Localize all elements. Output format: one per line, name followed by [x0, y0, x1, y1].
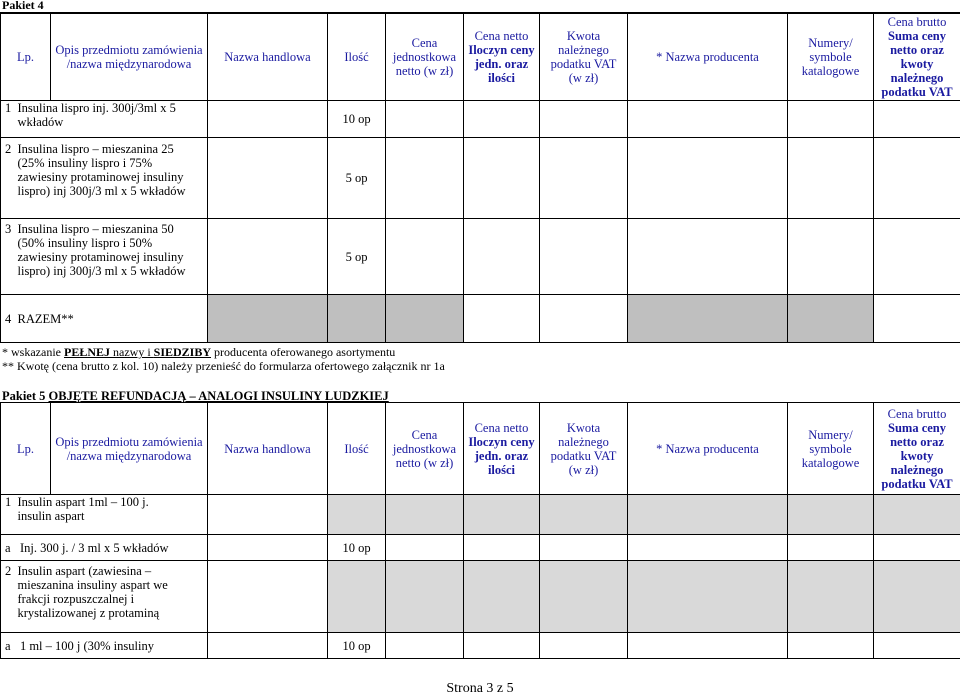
header-cena-netto-title: Cena netto: [474, 29, 529, 43]
razem-row: [1, 295, 960, 343]
table-row: [1, 138, 960, 219]
row-lp: 2: [5, 564, 12, 578]
row-lp: 1: [5, 101, 12, 115]
table-row: [1, 495, 960, 535]
header-cena-netto: [464, 403, 540, 495]
grey-cell: [788, 561, 874, 633]
row-opis: Insulina lispro – mieszanina 50 (50% insuliny lispro i 50% zawiesiny protaminowej insuliny lispro) inj 300j/3 ml x 5 wkładów: [17, 222, 186, 278]
header-producent: * Nazwa producenta: [628, 14, 788, 101]
cell-producent[interactable]: [628, 633, 788, 659]
header-ilosc: Ilość: [328, 403, 386, 495]
header-cena-netto-sub: Iloczyn ceny jedn. oraz ilości: [468, 43, 535, 85]
row-opis: Inj. 300 j. / 3 ml x 5 wkładów: [19, 540, 169, 555]
header-lp: Lp.: [1, 14, 51, 101]
page-header: [0, 0, 960, 13]
header-nazwa-handlowa: Nazwa handlowa: [208, 14, 328, 101]
cell-cena-brutto[interactable]: [874, 219, 960, 295]
header-producent: * Nazwa producenta: [628, 403, 788, 495]
page-title: Pakiet 4: [2, 0, 44, 12]
header-numery: Numery/ symbole katalogowe: [788, 14, 874, 101]
cell-ilosc: 10 op: [328, 633, 386, 659]
cell-producent[interactable]: [628, 138, 788, 219]
razem-label-cell: [1, 295, 208, 343]
cell-cena-brutto[interactable]: [874, 535, 960, 561]
header-lp: Lp.: [1, 403, 51, 495]
header-kwota-vat: Kwota należnego podatku VAT (w zł): [540, 403, 628, 495]
cell-numery[interactable]: [788, 633, 874, 659]
row-lp: a: [5, 540, 11, 555]
cell-cena-jedn[interactable]: [386, 219, 464, 295]
cell-producent[interactable]: [628, 101, 788, 138]
cell-nazwa-handlowa[interactable]: [208, 495, 328, 535]
header-cena-netto-title: Cena netto: [474, 420, 529, 435]
header-cena-brutto-title: Cena brutto: [887, 406, 947, 421]
cell-cena-jedn[interactable]: [386, 633, 464, 659]
grey-cell: [386, 495, 464, 535]
header-cena-netto-sub: Iloczyn ceny jedn. oraz ilości: [468, 434, 535, 477]
row-lp: 2: [5, 142, 12, 156]
cell-ilosc: 5 op: [328, 138, 386, 219]
cell-kwota-vat[interactable]: [540, 219, 628, 295]
header-nazwa-handlowa: Nazwa handlowa: [208, 403, 328, 495]
grey-cell: [788, 495, 874, 535]
table-row: [1, 633, 960, 659]
razem-grey-cell: [328, 295, 386, 343]
header-opis: Opis przedmiotu zamówienia /nazwa międzynarodowa: [51, 403, 208, 495]
row-2-desc: [1, 138, 208, 219]
table-row: [1, 219, 960, 295]
p5-row-2-desc: [1, 561, 208, 633]
note-emph: SIEDZIBY: [153, 345, 212, 359]
cell-cena-brutto[interactable]: [874, 101, 960, 138]
razem-grey-cell: [386, 295, 464, 343]
header-cena-brutto-title: Cena brutto: [887, 15, 947, 29]
row-opis: Insulin aspart 1ml – 100 j. insulin aspart: [17, 495, 149, 523]
cell-cena-brutto[interactable]: [874, 138, 960, 219]
pakiet4-table: [0, 13, 960, 343]
note-text: nazwy i: [110, 345, 154, 359]
cell-kwota-vat[interactable]: [540, 633, 628, 659]
row-lp: 3: [5, 222, 12, 236]
grey-cell: [386, 561, 464, 633]
page-footer: Strona 3 z 5: [446, 681, 514, 696]
cell-cena-jedn[interactable]: [386, 101, 464, 138]
row-opis: Insulina lispro – mieszanina 25 (25% insuliny lispro i 75% zawiesiny protaminowej insuliny lispro) inj 300j/3 ml x 5 wkładów: [17, 142, 186, 198]
cell-nazwa-handlowa[interactable]: [208, 101, 328, 138]
grey-cell: [628, 495, 788, 535]
note-emph: PEŁNEJ: [63, 345, 110, 359]
header-cena-brutto: [874, 14, 960, 101]
grey-cell: [540, 561, 628, 633]
note-producent: [2, 346, 395, 359]
grey-cell: [540, 495, 628, 535]
cell-ilosc: 10 op: [328, 101, 386, 138]
cell-kwota-vat[interactable]: [540, 138, 628, 219]
razem-grey-cell: [208, 295, 328, 343]
table-row: [1, 535, 960, 561]
header-cena-brutto-sub: Suma ceny netto oraz kwoty należnego podatku VAT: [881, 29, 953, 99]
header-opis: Opis przedmiotu zamówienia /nazwa międzynarodowa: [51, 14, 208, 101]
row-opis: 1 ml – 100 j (30% insuliny: [19, 638, 154, 653]
cell-numery[interactable]: [788, 219, 874, 295]
row-lp: a: [5, 638, 11, 653]
cell-ilosc: 5 op: [328, 219, 386, 295]
cell-kwota-vat[interactable]: [540, 535, 628, 561]
razem-grey-cell: [628, 295, 788, 343]
cell-nazwa-handlowa[interactable]: [208, 561, 328, 633]
razem-kwota-vat[interactable]: [540, 295, 628, 343]
note-text: producenta oferowanego asortymentu: [211, 345, 396, 359]
p5-row-2a-desc: [1, 633, 208, 659]
header-kwota-vat: Kwota należnego podatku VAT (w zł): [540, 14, 628, 101]
cell-producent[interactable]: [628, 219, 788, 295]
razem-grey-cell: [788, 295, 874, 343]
header-cena-jedn: Cena jednostkowa netto (w zł): [386, 403, 464, 495]
cell-kwota-vat[interactable]: [540, 101, 628, 138]
header-cena-brutto: [874, 403, 960, 495]
cell-cena-jedn[interactable]: [386, 138, 464, 219]
cell-ilosc: [328, 561, 386, 633]
table-row: [1, 561, 960, 633]
cell-cena-brutto[interactable]: [874, 633, 960, 659]
cell-numery[interactable]: [788, 101, 874, 138]
cell-cena-netto[interactable]: [464, 138, 540, 219]
header-cena-netto: [464, 14, 540, 101]
grey-cell: [464, 561, 540, 633]
grey-cell: [874, 495, 960, 535]
header-cena-jedn: Cena jednostkowa netto (w zł): [386, 14, 464, 101]
cell-cena-netto[interactable]: [464, 633, 540, 659]
pakiet5-table: [0, 402, 960, 659]
razem-cena-brutto[interactable]: [874, 295, 960, 343]
row-3-desc: [1, 219, 208, 295]
cell-nazwa-handlowa[interactable]: [208, 138, 328, 219]
razem-cena-netto[interactable]: [464, 295, 540, 343]
grey-cell: [464, 495, 540, 535]
header-ilosc: Ilość: [328, 14, 386, 101]
table-header-row: [1, 403, 960, 495]
cell-ilosc: [328, 495, 386, 535]
cell-producent[interactable]: [628, 535, 788, 561]
cell-nazwa-handlowa[interactable]: [208, 535, 328, 561]
row-lp: 1: [5, 495, 12, 509]
grey-cell: [874, 561, 960, 633]
p5-row-1a-desc: [1, 535, 208, 561]
cell-numery[interactable]: [788, 138, 874, 219]
p5-row-1-desc: [1, 495, 208, 535]
note-text: * wskazanie: [2, 345, 64, 359]
pakiet5-subtitle: OBJĘTE REFUNDACJĄ – ANALOGI INSULINY LUDZKIEJ: [48, 389, 389, 403]
cell-nazwa-handlowa[interactable]: [208, 219, 328, 295]
note-kwota: ** Kwotę (cena brutto z kol. 10) należy przenieść do formularza ofertowego załącznik nr 1a: [2, 359, 445, 373]
row-1-desc: [1, 101, 208, 138]
row-opis: Insulin aspart (zawiesina – mieszanina insuliny aspart we frakcji rozpuszczalnej i krystalizowanej z protaminą: [17, 564, 168, 620]
cell-cena-netto[interactable]: [464, 101, 540, 138]
header-cena-brutto-sub: Suma ceny netto oraz kwoty należnego podatku VAT: [881, 420, 953, 491]
row-opis: Insulina lispro inj. 300j/3ml x 5 wkładów: [17, 101, 176, 129]
cell-cena-jedn[interactable]: [386, 535, 464, 561]
pakiet5-prefix: Pakiet 5: [2, 389, 49, 403]
grey-cell: [628, 561, 788, 633]
table-row: [1, 101, 960, 138]
table-header-row: [1, 14, 960, 101]
cell-numery[interactable]: [788, 535, 874, 561]
razem-label: RAZEM**: [17, 311, 74, 326]
cell-ilosc: 10 op: [328, 535, 386, 561]
razem-lp: 4: [5, 311, 12, 326]
cell-nazwa-handlowa[interactable]: [208, 633, 328, 659]
header-numery: Numery/ symbole katalogowe: [788, 403, 874, 495]
cell-cena-netto[interactable]: [464, 535, 540, 561]
cell-cena-netto[interactable]: [464, 219, 540, 295]
